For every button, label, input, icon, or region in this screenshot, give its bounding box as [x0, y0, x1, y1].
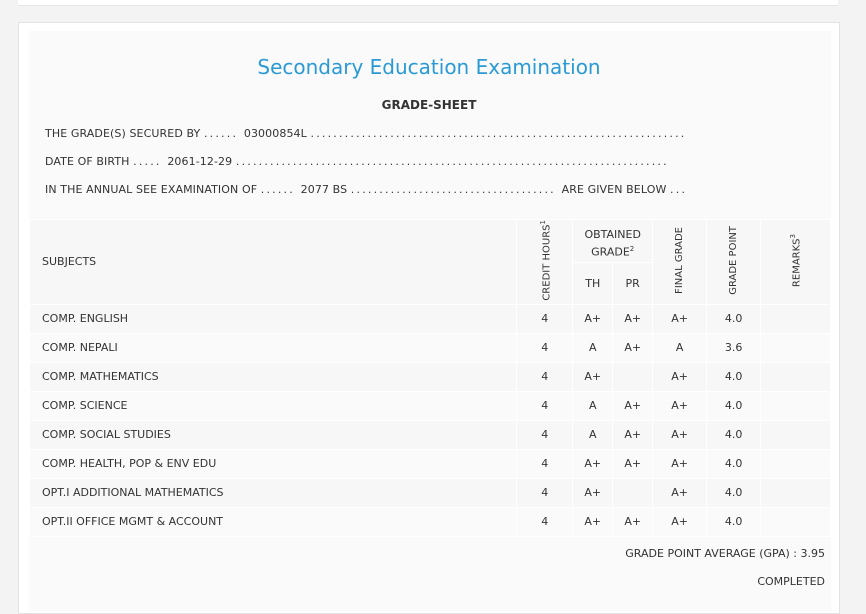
th-grade-cell: A	[573, 420, 613, 449]
subject-cell: OPT.I ADDITIONAL MATHEMATICS	[30, 478, 517, 507]
th-grade-cell: A+	[573, 507, 613, 536]
grade-point-cell: 4.0	[707, 420, 761, 449]
th-grade-cell: A+	[573, 362, 613, 391]
subject-cell: COMP. SOCIAL STUDIES	[30, 420, 517, 449]
exam-suffix: ARE GIVEN BELOW	[561, 183, 667, 196]
grade-point-cell: 4.0	[707, 478, 761, 507]
header-obtained-grade: OBTAINED GRADE$^2$	[573, 220, 653, 263]
table-row	[30, 333, 831, 362]
final-grade-cell: A+	[653, 478, 707, 507]
credit-cell: 4	[517, 391, 573, 420]
final-grade-cell: A+	[653, 449, 707, 478]
credit-cell: 4	[517, 362, 573, 391]
th-grade-cell: A	[573, 391, 613, 420]
dob-value: 2061-12-29	[167, 155, 233, 168]
grades-table	[29, 219, 831, 537]
header-pr: PR	[613, 263, 653, 304]
subject-cell: OPT.II OFFICE MGMT & ACCOUNT	[30, 507, 517, 536]
grade-point-cell: 4.0	[707, 449, 761, 478]
info-exam: IN THE ANNUAL SEE EXAMINATION OF ...... 2077 BS .................................... ARE GIVEN BELOW ...	[45, 183, 688, 196]
pr-grade-cell	[613, 478, 653, 507]
credit-cell: 4	[517, 507, 573, 536]
final-grade-cell: A+	[653, 420, 707, 449]
pr-grade-cell: A+	[613, 449, 653, 478]
subject-cell: COMP. ENGLISH	[30, 304, 517, 333]
th-grade-cell: A+	[573, 304, 613, 333]
credit-cell: 4	[517, 478, 573, 507]
gpa-value: 3.95	[800, 547, 825, 560]
subject-cell: COMP. HEALTH, POP & ENV EDU	[30, 449, 517, 478]
table-row	[30, 304, 831, 333]
header-th: TH	[573, 263, 613, 304]
subject-cell: COMP. SCIENCE	[30, 391, 517, 420]
gpa-line: GRADE POINT AVERAGE (GPA) : 3.95	[625, 547, 825, 560]
top-strip	[18, 0, 838, 6]
remarks-cell	[761, 507, 831, 536]
info-secured-by: THE GRADE(S) SECURED BY ...... 03000854L ..................................................................	[45, 127, 687, 140]
final-grade-cell: A+	[653, 304, 707, 333]
remarks-cell	[761, 391, 831, 420]
exam-title: Secondary Education Examination	[257, 55, 601, 79]
subject-cell: COMP. NEPALI	[30, 333, 517, 362]
table-row	[30, 420, 831, 449]
info-dob: DATE OF BIRTH ..... 2061-12-29 ............................................................................	[45, 155, 669, 168]
pr-grade-cell: A+	[613, 420, 653, 449]
th-grade-cell: A+	[573, 449, 613, 478]
grade-point-cell: 4.0	[707, 304, 761, 333]
th-grade-cell: A+	[573, 478, 613, 507]
grade-point-cell: 3.6	[707, 333, 761, 362]
pr-grade-cell: A+	[613, 333, 653, 362]
header-grade-point: GRADE POINT	[707, 220, 761, 305]
gpa-label: GRADE POINT AVERAGE (GPA)	[625, 547, 790, 560]
table-body	[30, 304, 831, 536]
remarks-cell	[761, 304, 831, 333]
table-row	[30, 362, 831, 391]
exam-label: IN THE ANNUAL SEE EXAMINATION OF	[45, 183, 258, 196]
final-grade-cell: A+	[653, 362, 707, 391]
pr-grade-cell	[613, 362, 653, 391]
remarks-cell	[761, 333, 831, 362]
table-row	[30, 478, 831, 507]
symbol-number: 03000854L	[243, 127, 307, 140]
secured-by-label: THE GRADE(S) SECURED BY	[45, 127, 201, 140]
table-row	[30, 391, 831, 420]
exam-year: 2077 BS	[300, 183, 348, 196]
final-grade-cell: A+	[653, 391, 707, 420]
pr-grade-cell: A+	[613, 304, 653, 333]
grade-point-cell: 4.0	[707, 362, 761, 391]
final-grade-cell: A+	[653, 507, 707, 536]
subject-cell: COMP. MATHEMATICS	[30, 362, 517, 391]
table-header	[30, 220, 831, 305]
header-credit-hours: CREDIT HOURS$^1$	[517, 220, 573, 305]
th-grade-cell: A	[573, 333, 613, 362]
sheet-subtitle: GRADE-SHEET	[381, 98, 477, 112]
remarks-cell	[761, 478, 831, 507]
pr-grade-cell: A+	[613, 507, 653, 536]
credit-cell: 4	[517, 304, 573, 333]
grade-point-cell: 4.0	[707, 391, 761, 420]
grade-sheet-card	[18, 22, 840, 614]
pr-grade-cell: A+	[613, 391, 653, 420]
header-remarks: REMARKS$^3$	[761, 220, 831, 305]
table-row	[30, 449, 831, 478]
credit-cell: 4	[517, 333, 573, 362]
remarks-cell	[761, 362, 831, 391]
header-final-grade: FINAL GRADE	[653, 220, 707, 305]
grade-point-cell: 4.0	[707, 507, 761, 536]
credit-cell: 4	[517, 449, 573, 478]
header-subjects: SUBJECTS	[30, 220, 517, 305]
remarks-cell	[761, 420, 831, 449]
final-grade-cell: A	[653, 333, 707, 362]
credit-cell: 4	[517, 420, 573, 449]
result-status: COMPLETED	[757, 575, 825, 588]
table-row	[30, 507, 831, 536]
remarks-cell	[761, 449, 831, 478]
dob-label: DATE OF BIRTH	[45, 155, 130, 168]
